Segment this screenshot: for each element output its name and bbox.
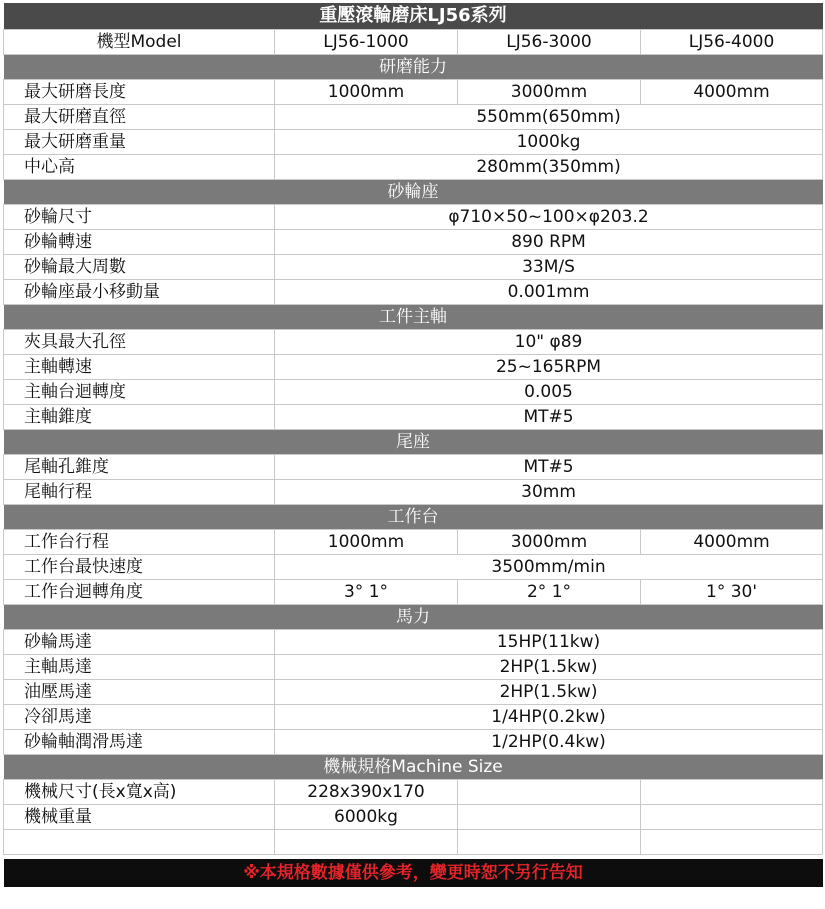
- section-header-row: [4, 180, 823, 205]
- spec-label: 砂輪轉速: [4, 230, 275, 255]
- section-title: 砂輪座: [4, 180, 823, 205]
- title-row: [4, 3, 823, 30]
- spec-row: [4, 705, 823, 730]
- section-header-row: [4, 55, 823, 80]
- model-name: LJ56-1000: [275, 30, 458, 55]
- spec-value: MT#5: [275, 405, 823, 430]
- page-title: 重壓滾輪磨床LJ56系列: [4, 3, 823, 30]
- spec-row: [4, 405, 823, 430]
- spec-label: 砂輪最大周數: [4, 255, 275, 280]
- section-title: 研磨能力: [4, 55, 823, 80]
- spec-value: 3500mm/min: [275, 555, 823, 580]
- spec-row: [4, 805, 823, 830]
- spec-label: 最大研磨重量: [4, 130, 275, 155]
- spec-value: 890 RPM: [275, 230, 823, 255]
- section-header-row: [4, 605, 823, 630]
- spec-table: [3, 3, 823, 887]
- section-header-row: [4, 430, 823, 455]
- spec-value: 228x390x170: [275, 780, 458, 805]
- spec-row: [4, 255, 823, 280]
- spec-label: 中心高: [4, 155, 275, 180]
- spec-value: 550mm(650mm): [275, 105, 823, 130]
- spec-row: [4, 155, 823, 180]
- spec-row: [4, 380, 823, 405]
- spec-row: [4, 480, 823, 505]
- spec-label: 工作台迴轉角度: [4, 580, 275, 605]
- section-title: 工件主軸: [4, 305, 823, 330]
- spec-value: MT#5: [275, 455, 823, 480]
- model-header-row: [4, 30, 823, 55]
- spec-row: [4, 780, 823, 805]
- spec-value: [641, 780, 823, 805]
- section-title: 馬力: [4, 605, 823, 630]
- spec-row: [4, 355, 823, 380]
- spec-value: 10" φ89: [275, 330, 823, 355]
- spec-value: [275, 830, 458, 855]
- spec-row: [4, 330, 823, 355]
- spec-label: 冷卻馬達: [4, 705, 275, 730]
- spec-value: 1/2HP(0.4kw): [275, 730, 823, 755]
- spec-row: [4, 555, 823, 580]
- spec-value: [641, 805, 823, 830]
- section-title: 機械規格Machine Size: [4, 755, 823, 780]
- spec-value: 1000mm: [275, 80, 458, 105]
- spec-row: [4, 105, 823, 130]
- spec-value: [458, 805, 641, 830]
- spec-label: 主軸轉速: [4, 355, 275, 380]
- spec-row: [4, 130, 823, 155]
- spec-value: 3° 1°: [275, 580, 458, 605]
- model-label: 機型Model: [4, 30, 275, 55]
- spec-value: 2° 1°: [458, 580, 641, 605]
- spec-value: 30mm: [275, 480, 823, 505]
- spec-label: 砂輪馬達: [4, 630, 275, 655]
- spec-row: [4, 580, 823, 605]
- spec-label: 砂輪尺寸: [4, 205, 275, 230]
- spec-value: 15HP(11kw): [275, 630, 823, 655]
- spec-sheet: [3, 3, 822, 887]
- spec-label: 砂輪座最小移動量: [4, 280, 275, 305]
- spec-label: 機械重量: [4, 805, 275, 830]
- spec-row: [4, 830, 823, 855]
- spec-label: 最大研磨長度: [4, 80, 275, 105]
- section-title: 尾座: [4, 430, 823, 455]
- spec-value: 0.005: [275, 380, 823, 405]
- spec-label: 尾軸孔錐度: [4, 455, 275, 480]
- model-name: LJ56-3000: [458, 30, 641, 55]
- spec-value: 25~165RPM: [275, 355, 823, 380]
- spec-row: [4, 80, 823, 105]
- spec-row: [4, 730, 823, 755]
- spec-value: 3000mm: [458, 530, 641, 555]
- spec-label: 機械尺寸(長x寬x高): [4, 780, 275, 805]
- spec-label: 砂輪軸潤滑馬達: [4, 730, 275, 755]
- spec-row: [4, 205, 823, 230]
- spec-row: [4, 530, 823, 555]
- spec-label: 工作台最快速度: [4, 555, 275, 580]
- spec-value: 4000mm: [641, 530, 823, 555]
- spec-value: 1000kg: [275, 130, 823, 155]
- spec-label: [4, 830, 275, 855]
- section-header-row: [4, 505, 823, 530]
- spec-value: φ710×50~100×φ203.2: [275, 205, 823, 230]
- model-name: LJ56-4000: [641, 30, 823, 55]
- footer-row: [4, 859, 823, 887]
- spec-value: 1° 30': [641, 580, 823, 605]
- spec-value: 33M/S: [275, 255, 823, 280]
- spec-value: 4000mm: [641, 80, 823, 105]
- spec-label: 主軸馬達: [4, 655, 275, 680]
- spec-value: 6000kg: [275, 805, 458, 830]
- spec-label: 主軸錐度: [4, 405, 275, 430]
- spec-row: [4, 455, 823, 480]
- spec-label: 尾軸行程: [4, 480, 275, 505]
- spec-value: 3000mm: [458, 80, 641, 105]
- spec-value: [458, 780, 641, 805]
- spec-label: 夾具最大孔徑: [4, 330, 275, 355]
- spec-label: 工作台行程: [4, 530, 275, 555]
- spec-label: 油壓馬達: [4, 680, 275, 705]
- spec-label: 最大研磨直徑: [4, 105, 275, 130]
- spec-value: 2HP(1.5kw): [275, 680, 823, 705]
- section-title: 工作台: [4, 505, 823, 530]
- spec-row: [4, 655, 823, 680]
- section-header-row: [4, 755, 823, 780]
- spec-value: 1/4HP(0.2kw): [275, 705, 823, 730]
- disclaimer-note: ※本規格數據僅供參考，變更時恕不另行告知: [4, 859, 823, 887]
- spec-value: [458, 830, 641, 855]
- spec-value: 0.001mm: [275, 280, 823, 305]
- spec-value: 1000mm: [275, 530, 458, 555]
- spec-value: 280mm(350mm): [275, 155, 823, 180]
- spec-label: 主軸台迴轉度: [4, 380, 275, 405]
- spec-row: [4, 230, 823, 255]
- section-header-row: [4, 305, 823, 330]
- spec-row: [4, 680, 823, 705]
- spec-row: [4, 630, 823, 655]
- spec-value: 2HP(1.5kw): [275, 655, 823, 680]
- spec-value: [641, 830, 823, 855]
- spec-row: [4, 280, 823, 305]
